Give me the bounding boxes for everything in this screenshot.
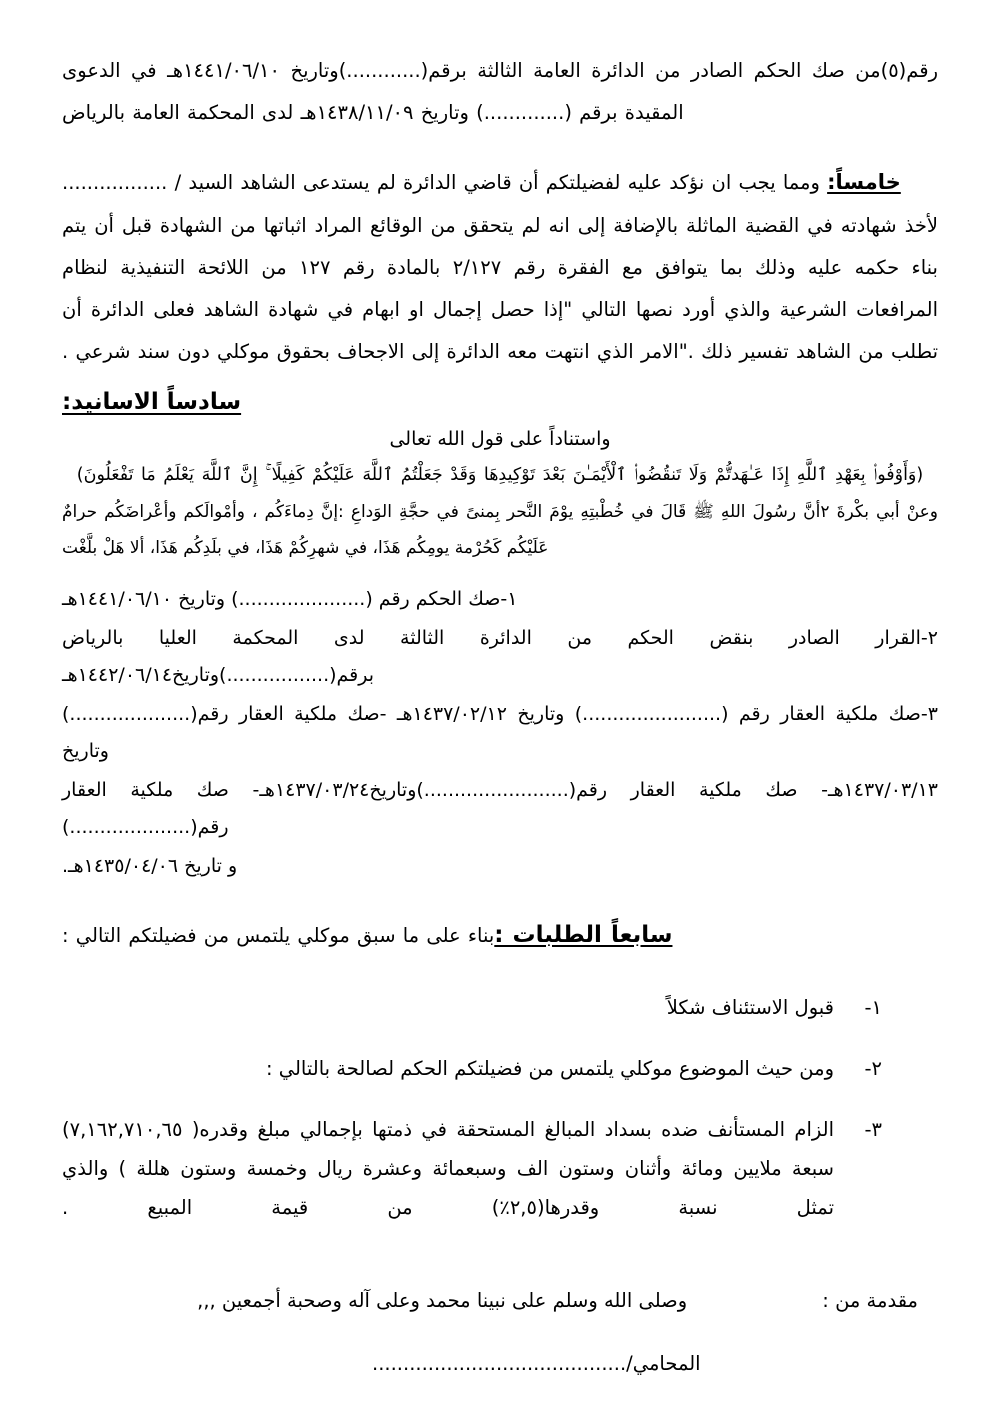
spacer [62,567,938,581]
section-fifth-lead: ومما يجب ان نؤكد عليه لفضيلتكم أن قاضي الدائرة لم يستدعى الشاهد السيد / ................. [62,171,828,195]
spacer [62,1249,938,1289]
request-item [62,1049,882,1088]
request-item [62,988,882,1027]
intro-paragraph [62,52,938,132]
request-number: ١- [864,996,882,1020]
intro-line-2: المقيدة برقم (.............) وتاريخ ١٤٣٨/١١/٠٩هـ لدى المحكمة العامة بالرياض [62,101,684,125]
evidence-list [62,581,938,885]
section-fifth-heading: خامساً: [827,170,901,195]
section-fifth-line-2: لأخذ شهادته في القضية الماثلة بالإضافة إلى انه لم يتحقق من الوقائع المراد اثباتها من الشهادة قبل أن يتم [62,213,938,237]
submitted-by-label: مقدمة من : [822,1289,918,1313]
signature-row [62,1289,938,1312]
lawyer-signature-row [62,1352,938,1375]
evidence-item: ١٤٣٧/٠٣/١٣هـ- صك ملكية العقار رقم(........................)وتاريخ١٤٣٧/٠٣/٢٤هـ- صك ملكية العقار رقم(....................) [62,779,938,839]
hadith-line-1: وعنْ أبي بكْرةَ ٢أنَّ رسُولَ اللهِ ﷺ قَالَ في خُطْبتِهِ يوْمَ النَّحر بِمنىً في حجَّةِ الوَداعِ :إنَّ دِماءَكُم ، وأمْوالَكم وأعْراضَكُم حرامٌ [62,501,938,522]
section-fifth-line-4: المرافعات الشرعية والذي أورد نصها التالي "إذا حصل إجمال او ابهام في شهادة الشاهد فعلى الدائرة أن [62,298,938,321]
request-text: الزام المستأنف ضده بسداد المبالغ المستحقة في ذمتها بإجمالي مبلغ وقدره( ٧,١٦٢,٧١٠,٦٥) سبعة ملايين ومائة وأثنان وستون الف وسبعمائة وعشرة ريال وخمسة وستون هللة ) والذي تمثل نسبة وقدرها(٢,٥٪) من قيمة المبيع . [62,1118,834,1220]
evidence-item: ٢-القرار الصادر بنقض الحكم من الدائرة الثالثة لدى المحكمة العليا بالرياض برقم(.................)وتاريخ١٤٤٢/٠٦/١٤هـ [62,627,938,687]
lawyer-name-blank: ......................................... [372,1352,627,1376]
spacer [62,887,938,913]
evidence-item: ٣-صك ملكية العقار رقم (.......................) وتاريخ ١٤٣٧/٠٢/١٢هـ -صك ملكية العقار رقم(....................) وتاريخ [62,703,938,763]
requests-list [62,988,938,1227]
section-fifth-line-5: تطلب من الشاهد تفسير ذلك ."الامر الذي انتهت معه الدائرة إلى الاجحاف بحقوق موكلي دون سند شرعي . [62,340,938,364]
section-seventh [62,913,938,1227]
quran-verse: (وَأَوْفُوا۟ بِعَهْدِ ٱللَّهِ إِذَا عَـٰهَدتُّمْ وَلَا تَنقُضُوا۟ ٱلْأَيْمَـٰنَ بَعْدَ تَوْكِيدِهَا وَقَدْ جَعَلْتُمُ ٱللَّهَ عَلَيْكُمْ كَفِيلًا ۚ إِنَّ ٱللَّهَ يَعْلَمُ مَا تَفْعَلُونَ) [76,465,924,486]
section-fifth-line-3: بناء حكمه عليه وذلك بما يتوافق مع الفقرة رقم ٢/١٢٧ بالمادة رقم ١٢٧ من اللائحة التنفيذية لنظام [62,255,938,279]
request-text: قبول الاستئناف شكلاً [666,996,834,1020]
evidence-item: ١-صك الحكم رقم (.....................) وتاريخ ١٤٤١/٠٦/١٠هـ [62,587,518,610]
section-seventh-lead: بناء على ما سبق موكلي يلتمس من فضيلتكم التالي : [62,924,495,948]
section-seventh-heading: سابعاً الطلبات : [494,922,673,949]
section-fifth [62,162,938,371]
request-number: ٢- [864,1057,882,1081]
lawyer-label: المحامي/ [626,1352,701,1376]
closing-block [62,1289,938,1375]
section-fifth-first-line [62,162,938,203]
salawat-text: وصلى الله وسلم على نبينا محمد وعلى آله وصحبة أجمعين ,,, [197,1289,688,1313]
section-sixth-intro: واستناداً على قول الله تعالى [389,428,611,451]
spacer [62,375,938,389]
section-sixth-heading: سادساً الاسانيد: [62,389,242,416]
section-seventh-heading-row [62,913,938,958]
section-sixth [62,389,938,885]
hadith-line-2: عَلَيْكُم كَحُرْمة يومِكُم هَذَا، في شهرِكُمْ هَذَا، في بلَدِكُم هَذَا، ألا هَلْ بلَّغْت [62,538,549,559]
request-item [62,1110,882,1227]
evidence-item: و تاريخ ١٤٣٥/٠٤/٠٦هـ. [62,855,238,878]
spacer [62,1312,938,1352]
request-number: ٣- [864,1118,882,1142]
spacer [62,136,938,162]
spacer [62,962,938,988]
section-sixth-heading-row [62,389,938,415]
intro-line-1: رقم(٥)من صك الحكم الصادر من الدائرة العامة الثالثة برقم(............)وتاريخ ١٤٤١/٠٦/١٠هـ في الدعوى [62,59,938,82]
request-text: ومن حيث الموضوع موكلي يلتمس من فضيلتكم الحكم لصالحة بالتالي : [265,1057,834,1081]
